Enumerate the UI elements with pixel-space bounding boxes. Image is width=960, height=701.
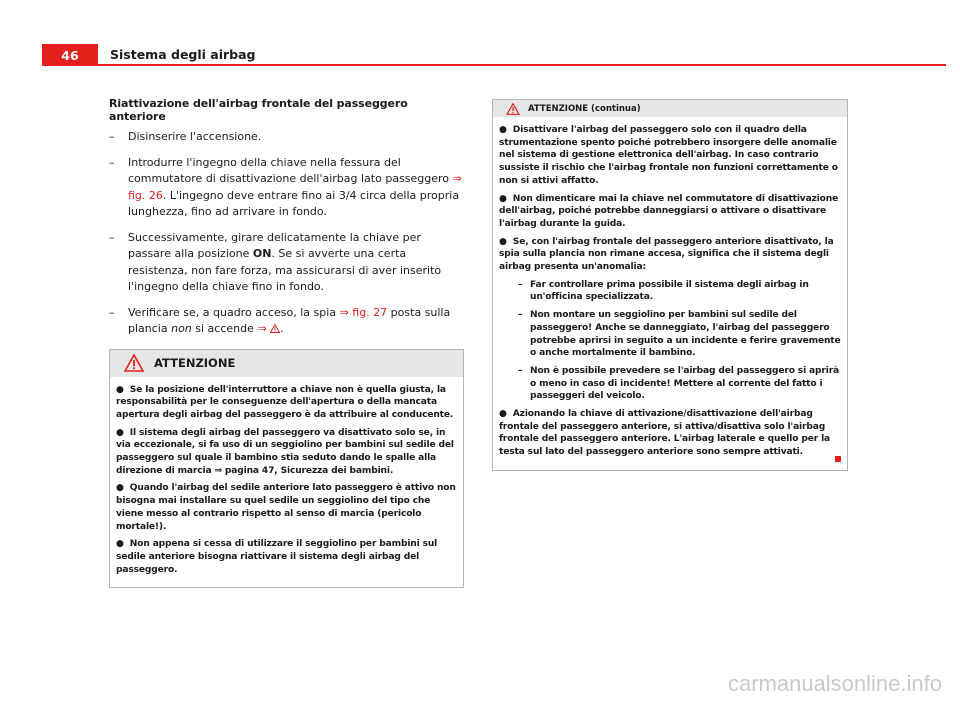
procedure-step: – Successivamente, girare delicatamente la chiave per passare alla posizione ON. Se si avverte una certa resistenza, non fare forza, ma assicurarsi di aver inserito l'ingegno della chiave fino in fondo.: [109, 230, 442, 293]
warning-title: ATTENZIONE: [154, 356, 236, 370]
page-number: 46: [42, 44, 98, 66]
warning-bullet: ● Disattivare l'airbag del passeggero solo con il quadro della strumentazione spento poiché potrebbero insorgere delle anomalie nel sistema di gestione elettronica dell'airbag. In caso contrario sussiste il rischio che l'airbag frontale non funzioni correttamente o non si attivi affatto.: [499, 125, 838, 186]
warning-header: [110, 350, 463, 377]
warning-triangle-icon: [124, 354, 144, 372]
warning-body: [493, 117, 847, 470]
right-column: [492, 99, 848, 471]
section-end-marker: [835, 456, 841, 462]
warning-link[interactable]: ⇒: [257, 322, 280, 335]
warning-sub-item: – Non montare un seggiolino per bambini sul sedile del passeggero! Anche se danneggiato, l'airbag del passeggero potrebbe aprirsi in seguito a un incidente e ferire gravemente o anche mortalmente il bambino.: [518, 310, 841, 359]
page-title: Sistema degli airbag: [110, 47, 256, 62]
page-header: [42, 44, 946, 66]
warning-bullet: ● Quando l'airbag del sedile anteriore lato passeggero è attivo non bisogna mai installare su quel sedile un seggiolino del tipo che viene messo al contrario rispetto al senso di marcia (pericolo mortale!).: [116, 483, 456, 532]
warning-bullet: ● Se, con l'airbag frontale del passeggero anteriore disattivato, la spia sulla plancia non rimane accesa, significa che il sistema degli airbag presenta un'anomalia:: [499, 236, 834, 273]
warning-box-continued: [492, 99, 848, 471]
left-column: [109, 97, 464, 588]
warning-bullet: ● Se la posizione dell'interruttore a chiave non è quella giusta, la responsabilità per le conseguenze dell'apertura o della mancata apertura degli airbag del passeggero è da attribuire al conducente.: [116, 384, 454, 420]
warning-sub-item: – Non è possibile prevedere se l'airbag del passeggero si aprirà o meno in caso di incidente! Mettere al corrente del fatto i passeggeri del veicolo.: [518, 365, 840, 402]
fig-27-link[interactable]: ⇒ fig. 27: [339, 305, 388, 319]
warning-triangle-icon: [506, 103, 520, 115]
header-rule: [98, 64, 946, 66]
section-title: Riattivazione dell'airbag frontale del passeggero anteriore: [109, 97, 408, 123]
warning-box: [109, 349, 464, 589]
fig-26-link[interactable]: ⇒ fig. 26: [128, 172, 462, 202]
warning-sub-item: – Far controllare prima possibile il sistema degli airbag in un'officina specializzata.: [518, 279, 809, 303]
warning-header: [493, 100, 847, 117]
warning-title: ATTENZIONE (continua): [528, 103, 641, 114]
procedure-step: – Verificare se, a quadro acceso, la spia ⇒ fig. 27 posta sulla plancia non si accende ⇒ .: [109, 305, 451, 335]
warning-body: [110, 377, 463, 588]
procedure-step: – Disinserire l'accensione.: [109, 130, 262, 143]
procedure-step: – Introdurre l'ingegno della chiave nella fessura del commutatore di disattivazione dell'airbag lato passeggero ⇒ fig. 26. L'ingegno deve entrare fino ai 3/4 circa della propria lunghezza, fino ad arrivare in fondo.: [109, 155, 462, 218]
warning-bullet: ● Non appena si cessa di utilizzare il seggiolino per bambini sul sedile anteriore bisogna riattivare il sistema degli airbag del passeggero.: [116, 539, 438, 575]
warning-bullet: ● Il sistema degli airbag del passeggero va disattivato solo se, in via eccezionale, si fa uso di un seggiolino per bambini sul sedile del passeggero sul quale il bambino stia seduto dando le spalle alla direzione di marcia ⇒ pagina 47, Sicurezza dei bambini.: [116, 427, 454, 476]
procedure-steps: [109, 129, 464, 338]
watermark: carmanualsonline.info: [727, 671, 942, 696]
warning-bullet: ● Non dimenticare mai la chiave nel commutatore di disattivazione dell'airbag, poiché potrebbe danneggiarsi o attivare o disattivare l'airbag durante la guida.: [499, 193, 839, 229]
warning-triangle-icon: [270, 324, 280, 333]
warning-bullet: ● Azionando la chiave di attivazione/disattivazione dell'airbag frontale del passeggero anteriore, si attiva/disattiva solo l'airbag frontale del passeggero anteriore. L'airbag laterale e quello per la testa sul lato del passeggero anteriore sono sempre attivati.: [499, 409, 831, 458]
on-position-label: ON: [252, 247, 272, 260]
